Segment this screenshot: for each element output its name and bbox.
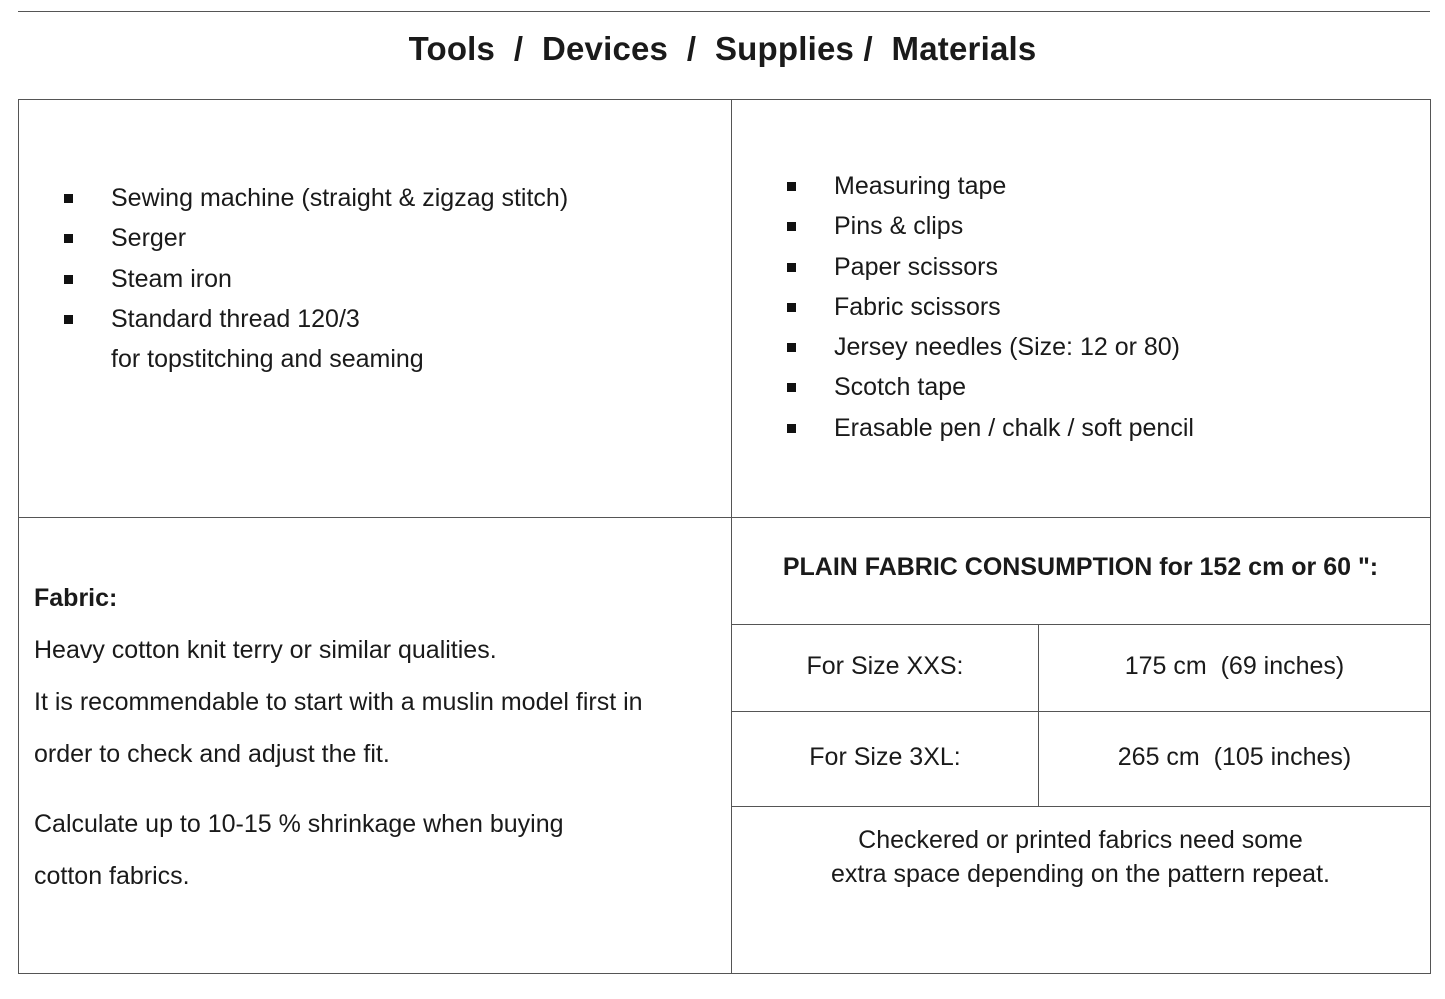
list-item bbox=[787, 287, 1194, 327]
consumption-row-divider bbox=[731, 711, 1430, 712]
list-item-label: Jersey needles (Size: 12 or 80) bbox=[834, 333, 1181, 362]
list-item bbox=[787, 327, 1194, 367]
bullet-square-icon bbox=[64, 275, 73, 284]
note-line-1: Checkered or printed fabrics need some bbox=[858, 826, 1303, 854]
list-item bbox=[787, 247, 1194, 287]
consumption-header-divider bbox=[731, 624, 1430, 625]
fabric-label: Fabric: bbox=[34, 584, 118, 612]
list-item-sublabel: for topstitching and seaming bbox=[111, 345, 424, 374]
fabric-advice-line-2: order to check and adjust the fit. bbox=[34, 740, 390, 768]
list-item-label: Fabric scissors bbox=[834, 292, 1001, 321]
page-title: Tools / Devices / Supplies / Materials bbox=[408, 30, 1037, 67]
shrinkage-line-2: cotton fabrics. bbox=[34, 862, 190, 890]
bullet-square-icon bbox=[787, 222, 796, 231]
size-xxs-label: For Size XXS: bbox=[806, 652, 964, 680]
list-item bbox=[64, 299, 568, 380]
list-item-label: Pins & clips bbox=[834, 212, 964, 241]
list-item bbox=[787, 367, 1194, 407]
pattern-repeat-note bbox=[732, 823, 1429, 891]
list-item bbox=[64, 178, 568, 218]
bullet-square-icon bbox=[64, 234, 73, 243]
list-item bbox=[787, 166, 1194, 206]
list-item bbox=[787, 206, 1194, 246]
list-item-label: Paper scissors bbox=[834, 252, 998, 281]
list-item bbox=[787, 408, 1194, 448]
bullet-square-icon bbox=[787, 383, 796, 392]
consumption-bottom-divider bbox=[731, 806, 1430, 807]
list-item-label: Standard thread 120/3 bbox=[111, 304, 360, 333]
row-divider bbox=[18, 517, 1431, 518]
fabric-description: Heavy cotton knit terry or similar qualities. bbox=[34, 636, 497, 664]
size-3xl-label: For Size 3XL: bbox=[809, 743, 961, 771]
bullet-square-icon bbox=[787, 303, 796, 312]
tools-list-left bbox=[64, 178, 568, 379]
bullet-square-icon bbox=[787, 424, 796, 433]
bullet-square-icon bbox=[787, 263, 796, 272]
bullet-square-icon bbox=[64, 194, 73, 203]
shrinkage-line-1: Calculate up to 10-15 % shrinkage when buying bbox=[34, 810, 564, 838]
top-rule bbox=[18, 11, 1430, 12]
list-item-label: Steam iron bbox=[111, 264, 232, 293]
bullet-square-icon bbox=[787, 343, 796, 352]
list-item-label: Scotch tape bbox=[834, 373, 967, 402]
bullet-square-icon bbox=[787, 182, 796, 191]
tools-list-right bbox=[787, 166, 1194, 448]
fabric-section bbox=[34, 578, 714, 902]
list-item-label: Measuring tape bbox=[834, 172, 1007, 200]
list-item bbox=[64, 218, 568, 258]
size-3xl-amount: 265 cm (105 inches) bbox=[1117, 743, 1352, 771]
note-line-2: extra space depending on the pattern repeat. bbox=[831, 860, 1330, 888]
bullet-square-icon bbox=[64, 315, 73, 324]
size-xxs-amount: 175 cm (69 inches) bbox=[1124, 652, 1345, 680]
consumption-title: PLAIN FABRIC CONSUMPTION for 152 cm or 60 ": bbox=[782, 553, 1379, 581]
list-item-label: Sewing machine (straight & zigzag stitch) bbox=[111, 184, 569, 212]
list-item-label: Serger bbox=[111, 224, 187, 253]
list-item-label: Erasable pen / chalk / soft pencil bbox=[834, 413, 1194, 442]
list-item bbox=[64, 259, 568, 299]
fabric-advice-line-1: It is recommendable to start with a muslin model first in bbox=[34, 688, 643, 716]
